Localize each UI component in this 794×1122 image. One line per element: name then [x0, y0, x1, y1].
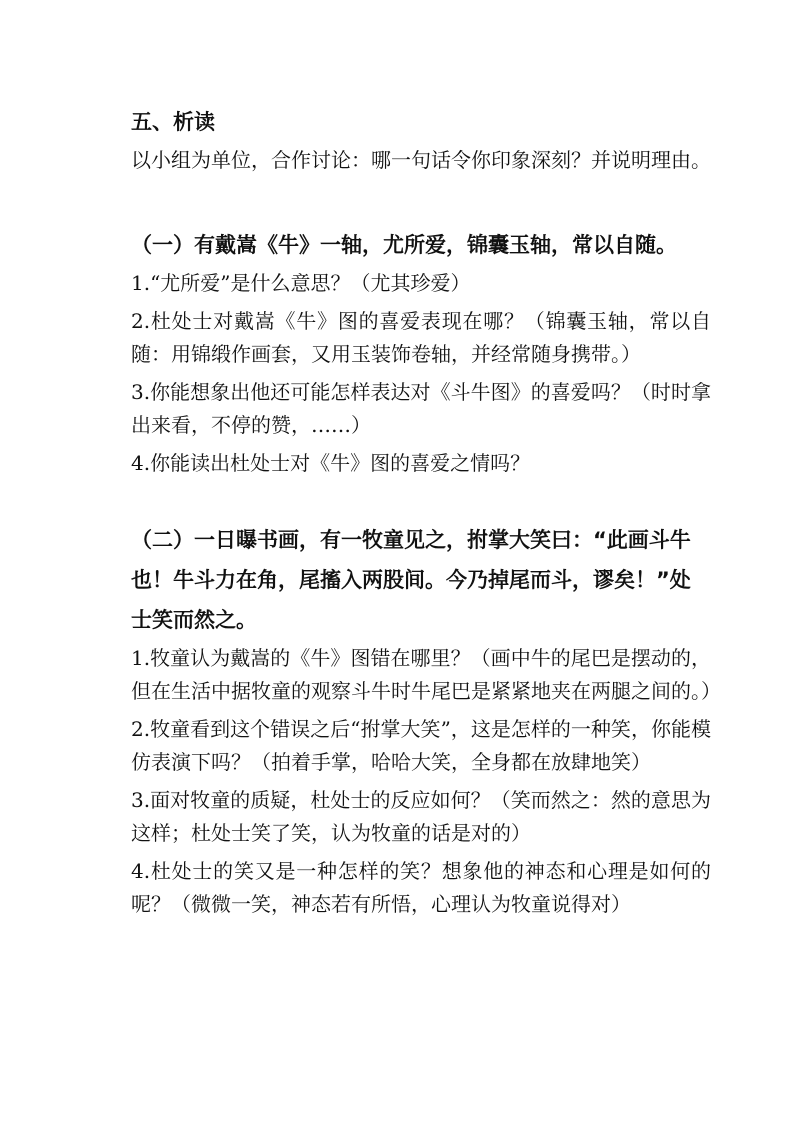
passage-two-question-4: 4.杜处士的笑又是一种怎样的笑？想象他的神态和心理是如何的呢？（微微一笑，神态若有所悟，心理认为牧童说得对）	[131, 859, 711, 916]
passage-two-question-1: 1.牧童认为戴嵩的《牛》图错在哪里？（画中牛的尾巴是摆动的，但在生活中据牧童的观察斗牛时牛尾巴是紧紧地夹在两腿之间的。）	[131, 646, 721, 703]
passage-two: （二）一日曝书画，有一牧童见之，拊掌大笑曰：“此画斗牛也！牛斗力在角，尾搐入两股间。今乃掉尾而斗，谬矣！”处士笑而然之。	[131, 528, 691, 632]
passage-one: （一）有戴嵩《牛》一轴，尤所爱，锦囊玉轴，常以自随。	[131, 233, 677, 257]
intro-paragraph: 以小组为单位，合作讨论：哪一句话令你印象深刻？并说明理由。	[131, 148, 711, 172]
passage-one-question-4: 4.你能读出杜处士对《牛》图的喜爱之情吗？	[131, 451, 531, 475]
passage-one-question-2: 2.杜处士对戴嵩《牛》图的喜爱表现在哪？（锦囊玉轴，常以自随：用锦缎作画套，又用玉装饰卷轴，并经常随身携带。）	[131, 309, 711, 366]
document-content	[131, 105, 721, 926]
passage-two-question-3: 3.面对牧童的质疑，杜处士的反应如何？（笑而然之：然的意思为这样；杜处士笑了笑，认为牧童的话是对的）	[131, 788, 711, 845]
passage-one-question-3: 3.你能想象出他还可能怎样表达对《斗牛图》的喜爱吗？（时时拿出来看，不停的赞，……）	[131, 380, 711, 437]
passage-two-question-2: 2.牧童看到这个错误之后“拊掌大笑”，这是怎样的一种笑，你能模仿表演下吗？（拍着手掌，哈哈大笑，全身都在放肆地笑）	[131, 717, 711, 774]
passage-one-question-1: 1.“尤所爱”是什么意思？（尤其珍爱）	[131, 271, 471, 295]
section-heading: 五、析读	[131, 110, 215, 134]
